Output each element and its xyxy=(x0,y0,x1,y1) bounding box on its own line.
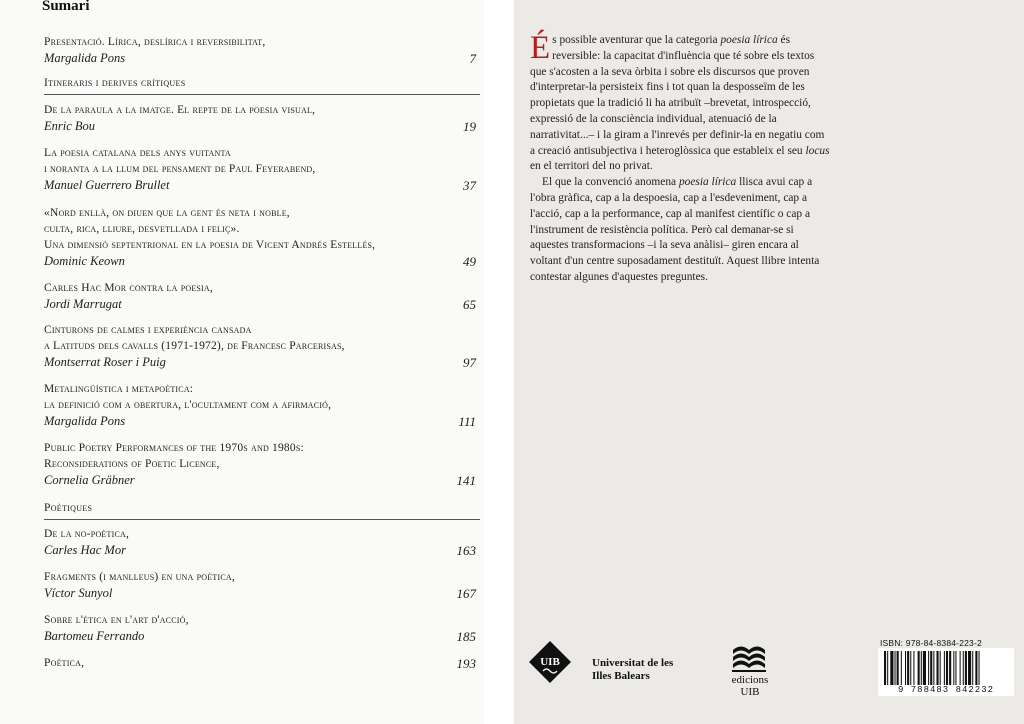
barcode xyxy=(878,648,1014,696)
toc-entry-title: Poètica, xyxy=(44,657,85,669)
toc-entry-title: De la no-poètica, xyxy=(44,528,130,540)
toc-entry-author: Jordi Marrugat xyxy=(44,297,122,311)
section-rule xyxy=(44,94,480,95)
uib-logo-mark: UIB xyxy=(540,656,560,668)
toc-entry-title: culta, rica, lliure, desvetllada i feliç». xyxy=(44,223,240,235)
university-name xyxy=(592,657,673,683)
toc-entry-page: 141 xyxy=(456,473,476,488)
blurb-paragraph xyxy=(530,30,830,175)
toc-title: Sumari xyxy=(42,0,90,14)
toc-entry-page: 37 xyxy=(463,178,476,193)
toc-entry-author: Manuel Guerrero Brullet xyxy=(44,178,170,192)
toc-page xyxy=(0,0,484,724)
toc-entry-title: Una dimensió septentrional en la poesia de Vicent Andrés Estellés, xyxy=(44,239,376,251)
toc-entry-author: Cornelia Gräbner xyxy=(44,473,135,487)
toc-entry xyxy=(44,102,480,135)
drop-cap: É xyxy=(530,30,551,66)
barcode-digits: 9 788483 842232 xyxy=(897,685,994,695)
blurb-text xyxy=(530,30,830,286)
blurb-italic: locus xyxy=(805,144,830,157)
toc-entry-author: Carles Hac Mor xyxy=(44,543,126,557)
blurb-span: és reversible: la capacitat d'influència que té sobre els textos que s'acosten a la seva òrbita i sobre els discursos que proven d'interpretar-la persisteix fins i tot quan la desposseïm de les propietats que la tradició li ha atribuït –brevetat, introspecció, expressió de la consciència individual, atenuació de la narrativitat...– i la giram a l'inrevés per definir-la en negatiu com a creació antisubjectiva i heteroglòssica que estableix el seu xyxy=(530,34,825,157)
section-heading xyxy=(44,76,480,95)
toc-entry xyxy=(44,280,480,313)
toc-entry-title: «Nord enllà, on diuen que la gent és neta i noble, xyxy=(44,207,290,219)
edicions-line: UIB xyxy=(740,686,760,698)
toc-entry-page: 97 xyxy=(463,355,476,370)
toc-entry-title: Metalingüística i metapoètica: xyxy=(44,383,194,395)
toc-entry-title: De la paraula a la imatge. El repte de la poesia visual, xyxy=(44,104,316,116)
toc-entry xyxy=(44,526,480,559)
toc-entry-page: 65 xyxy=(463,297,476,312)
blurb-italic: poesia lírica xyxy=(720,34,778,46)
toc-entry-title: Public Poetry Performances of the 1970s and 1980s: xyxy=(44,442,304,454)
toc-entry xyxy=(44,381,480,430)
toc-entry-title: i noranta a la llum del pensament de Paul Feyerabend, xyxy=(44,163,316,175)
blurb-italic: poesia lírica xyxy=(678,176,737,189)
blurb-paragraph xyxy=(530,175,830,286)
toc-entry xyxy=(44,655,480,671)
toc-entry-author: Dominic Keown xyxy=(44,254,125,268)
toc-entry xyxy=(44,440,480,489)
page-gutter xyxy=(484,0,514,724)
toc-entry-page: 49 xyxy=(463,254,476,269)
toc-entry-title: a Latituds dels cavalls (1971-1972), de Francesc Parcerisas, xyxy=(44,340,345,352)
toc-entry xyxy=(44,205,480,270)
section-heading xyxy=(44,501,480,520)
toc-entry-page: 7 xyxy=(469,51,476,66)
blurb-span: llisca avui cap a l'obra gràfica, cap a la despoesia, cap a l'esdeveniment, cap a l'acció, cap a la performance, cap al manifest científic o cap a l'instrument de resistència política. Però cal demanar-se si aquestes transformacions –i la seva anàlisi– giren encara al voltant d'un centre suposadament destituït. Aquest llibre intenta contestar algunes d'aquestes preguntes. xyxy=(530,176,820,283)
back-cover xyxy=(514,0,1024,724)
section-label: Itineraris i derives crítiques xyxy=(44,77,186,89)
toc-entry-page: 19 xyxy=(463,119,476,134)
toc-entry-page: 193 xyxy=(456,656,476,671)
toc-entry-title: la definició com a obertura, l'ocultament com a afirmació, xyxy=(44,399,332,411)
toc-entry-author: Enric Bou xyxy=(44,119,96,133)
edicions-line: edicions xyxy=(731,674,769,686)
toc-entry-author: Víctor Sunyol xyxy=(44,586,113,600)
toc-entry-page: 163 xyxy=(456,543,476,558)
toc-entry-title: Sobre l'ètica en l'art d'acció, xyxy=(44,614,189,626)
edicions-logo-icon xyxy=(727,643,771,673)
toc-entry xyxy=(44,612,480,645)
uib-logo-icon xyxy=(528,640,572,684)
toc-entry-title: La poesia catalana dels anys vuitanta xyxy=(44,147,231,159)
toc-entry-page: 111 xyxy=(458,414,476,429)
toc-entry-title: Carles Hac Mor contra la poesia, xyxy=(44,282,213,294)
edicions-wordmark xyxy=(722,674,778,698)
toc-entry-title: Fragments (i manlleus) en una poètica, xyxy=(44,571,235,583)
toc-entry-title: Presentació. Lírica, deslírica i reversibilitat, xyxy=(44,36,266,48)
section-rule xyxy=(44,519,480,520)
toc-entry-page: 185 xyxy=(456,629,476,644)
toc-entry-author: Bartomeu Ferrando xyxy=(44,629,145,643)
blurb-span: en el territori del no privat. xyxy=(530,160,653,173)
blurb-span: s possible aventurar que la categoria xyxy=(552,34,721,46)
toc-entry-author: Montserrat Roser i Puig xyxy=(44,355,166,369)
isbn-label: ISBN: 978-84-8384-223-2 xyxy=(880,638,982,648)
toc-entry xyxy=(44,34,480,67)
toc-entry-author: Margalida Pons xyxy=(44,51,126,65)
toc-entry-title: Cinturons de calmes i experiència cansada xyxy=(44,324,252,336)
toc-entry xyxy=(44,145,480,194)
section-label: Poètiques xyxy=(44,502,93,514)
university-name-line: Universitat de les xyxy=(592,657,674,669)
toc-entry-title: Reconsiderations of Poetic Licence, xyxy=(44,458,220,470)
toc-entry-author: Margalida Pons xyxy=(44,414,126,428)
university-name-line: Illes Balears xyxy=(592,670,650,682)
toc-entry xyxy=(44,322,480,371)
toc-entry-page: 167 xyxy=(456,586,476,601)
barcode-icon xyxy=(884,651,1008,685)
blurb-span: El que la convenció anomena xyxy=(542,176,679,189)
toc-entry xyxy=(44,569,480,602)
